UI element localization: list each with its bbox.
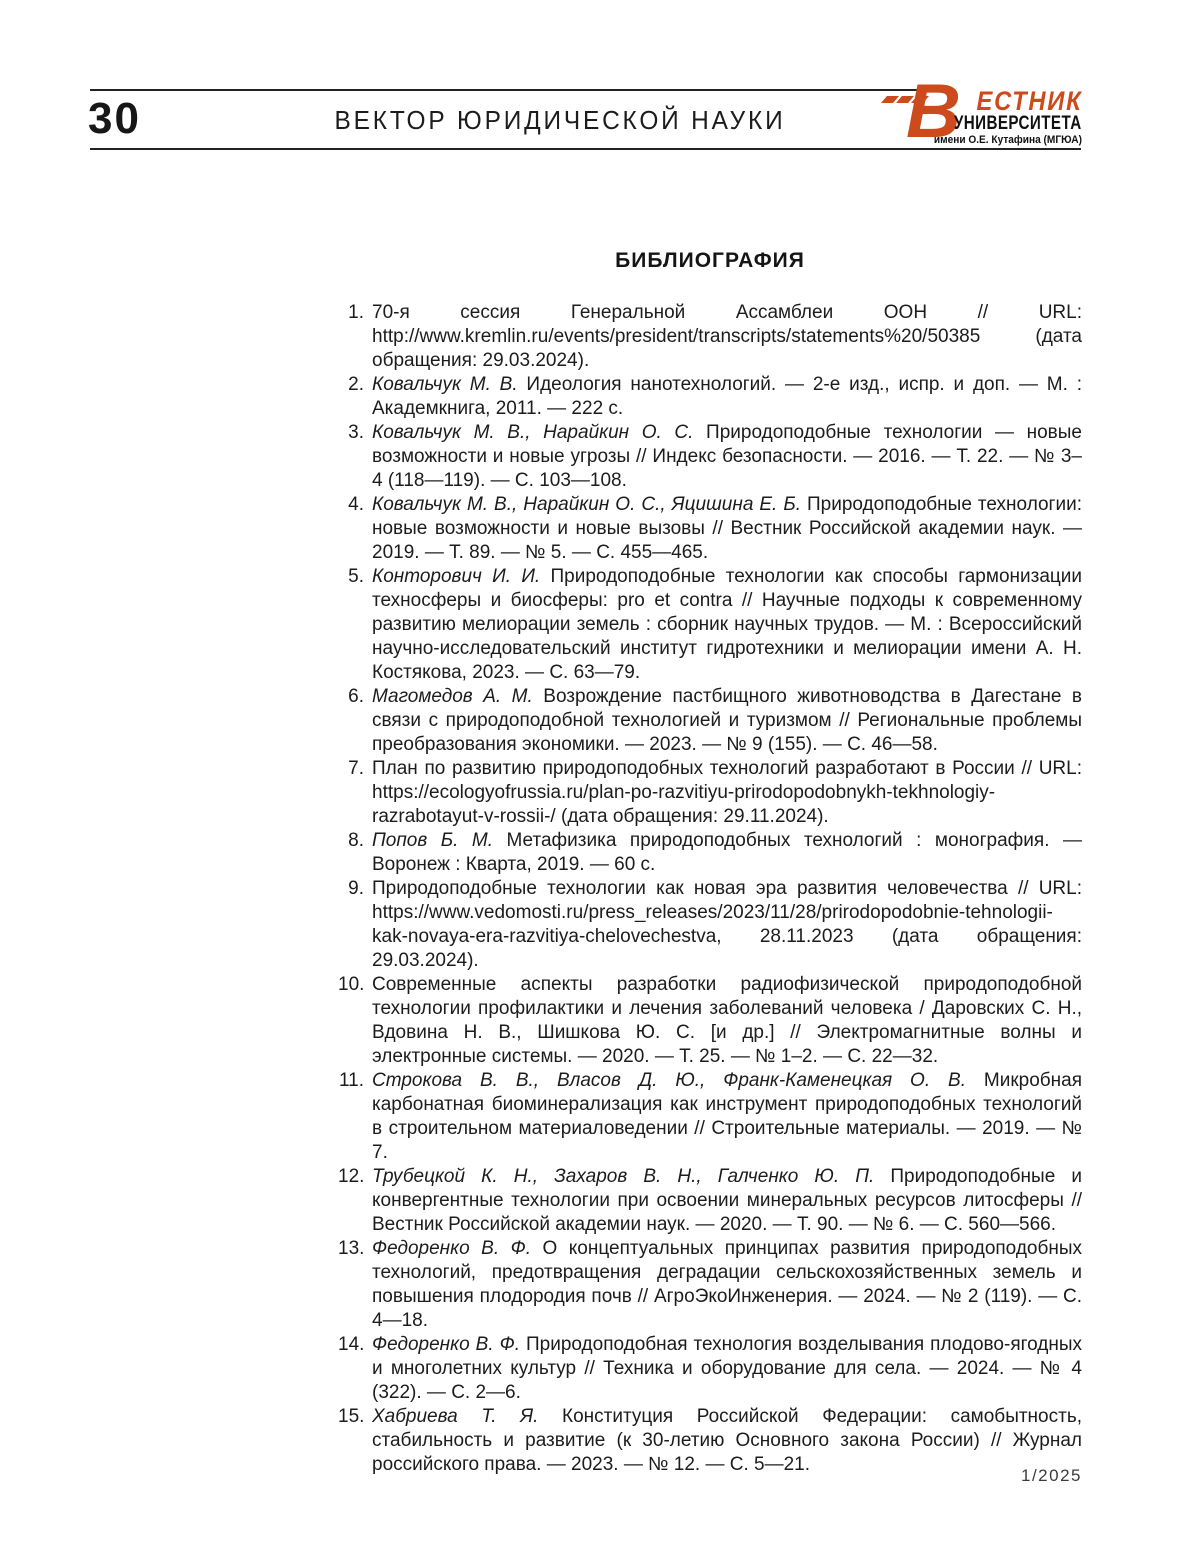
bibliography-entry <box>338 373 1082 421</box>
bibliography-entry <box>338 973 1082 1069</box>
entry-number: 11. <box>338 1070 364 1091</box>
bibliography-list <box>338 301 1082 1477</box>
logo-text-column <box>921 86 1082 146</box>
issue-label: 1/2025 <box>1021 1466 1082 1485</box>
entry-number: 7. <box>348 758 364 779</box>
bibliography-entry <box>338 757 1082 829</box>
entry-number: 5. <box>348 566 364 587</box>
entry-number: 8. <box>348 830 364 851</box>
entry-text: Конторович И. И. Природоподобные технологии как способы гармонизации техносферы и биосферы: pro et contra // Научные подходы к современному развитию мелиорации земель : сборник научных трудов. — М. : Всероссийский научно-исследовательский институт гидротехники и мелиорации имени А. Н. Костякова, 2023. — С. 63—79. <box>372 566 1082 683</box>
entry-text: План по развитию природоподобных технологий разработают в России // URL: https://ecologyofrussia.ru/plan-po-razvitiyu-prirodopodobnykh-tekhnologiy-razrabotayut-v-rossii-/ (дата обращения: 29.11.2024). <box>372 758 1082 827</box>
entry-number: 12. <box>338 1166 365 1187</box>
entry-text: Ковальчук М. В., Нарайкин О. С., Яцишина Е. Б. Природоподобные технологии: новые возможности и новые вызовы // Вестник Российской академии наук. —2019. — Т. 89. — № 5. — С. 455—465. <box>372 494 1082 563</box>
logo-letter-v: В <box>906 69 961 154</box>
entry-number: 3. <box>348 422 364 443</box>
entry-text: Ковальчук М. В., Нарайкин О. С. Природоподобные технологии — новые возможности и новые угрозы // Индекс безопасности. — 2016. — Т. 22. — № 3–4 (118—119). — С. 103—108. <box>372 422 1082 491</box>
bibliography-entry <box>338 1237 1082 1333</box>
entry-number: 1. <box>348 302 364 323</box>
entry-text: Попов Б. М. Метафизика природоподобных технологий : монография. — Воронеж : Кварта, 2019. — 60 с. <box>372 830 1082 875</box>
bibliography-entry <box>338 493 1082 565</box>
entry-number: 10. <box>338 974 365 995</box>
entry-text: Ковальчук М. В. Идеология нанотехнологий. — 2-е изд., испр. и доп. — М. : Академкнига, 2011. — 222 с. <box>372 374 1082 419</box>
logo-word-kutafin: имени О.Е. Кутафина (МГЮА) <box>933 134 1082 146</box>
bibliography-entry <box>338 301 1082 373</box>
bibliography-entry <box>338 877 1082 973</box>
entry-number: 6. <box>348 686 364 707</box>
bibliography-entry <box>338 1333 1082 1405</box>
entry-text: 70-я сессия Генеральной Ассамблеи ООН // URL: http://www.kremlin.ru/events/president/transcripts/statements%20/50385 (дата обращения: 29.03.2024). <box>372 302 1082 371</box>
entry-number: 4. <box>348 494 364 515</box>
entry-text: Строкова В. В., Власов Д. Ю., Франк-Каменецкая О. В. Микробная карбонатная биоминерализация как инструмент природоподобных технологий в строительном материаловедении // Строительные материалы. — 2019. — № 7. <box>372 1070 1083 1163</box>
entry-text: Хабриева Т. Я. Конституция Российской Федерации: самобытность, стабильность и развитие (к 30-летию Основного закона России) // Журнал российского права. — 2023. — № 12. — С. 5—21. <box>372 1406 1082 1475</box>
entry-text: Природоподобные технологии как новая эра развития человечества // URL: https://www.vedomosti.ru/press_releases/2023/11/28/prirodopodobnie-tehnologii-kak-novaya-era-razvitiya-chelovechestva, 28.11.2023 (дата обращения: 29.03.2024). <box>372 878 1082 971</box>
bibliography-entry <box>338 421 1082 493</box>
bibliography-entry <box>338 829 1082 877</box>
bibliography-entry <box>338 1069 1082 1165</box>
entry-number: 15. <box>338 1406 365 1427</box>
journal-logo <box>880 69 1082 154</box>
bibliography-section <box>338 248 1082 1477</box>
page-footer <box>338 1466 1082 1486</box>
logo-word-vestnik: ЕСТНИК <box>975 86 1082 116</box>
header-rule-top <box>90 89 932 91</box>
page-number: 30 <box>88 94 141 143</box>
entry-number: 2. <box>348 374 364 395</box>
bibliography-entry <box>338 1165 1082 1237</box>
entry-text: Магомедов А. М. Возрождение пастбищного животноводства в Дагестане в связи с природоподобной технологией и туризмом // Региональные проблемы преобразования экономики. — 2023. — № 9 (155). — С. 46—58. <box>372 686 1083 755</box>
entry-text: Федоренко В. Ф. О концептуальных принципах развития природоподобных технологий, предотвращения деградации сельскохозяйственных земель и повышения плодородия почв // АгроЭкоИнженерия. — 2024. — № 2 (119). — С. 4—18. <box>372 1238 1083 1331</box>
entry-text: Трубецкой К. Н., Захаров В. Н., Галченко Ю. П. Природоподобные и конвергентные технологии при освоении минеральных ресурсов литосферы // Вестник Российской академии наук. — 2020. — Т. 90. — № 6. — С. 560—566. <box>372 1166 1082 1235</box>
running-title: ВЕКТОР ЮРИДИЧЕСКОЙ НАУКИ <box>334 105 786 135</box>
logo-word-universiteta: УНИВЕРСИТЕТА <box>954 113 1082 134</box>
bibliography-title: БИБЛИОГРАФИЯ <box>615 249 805 272</box>
entry-text: Современные аспекты разработки радиофизической природоподобной технологии профилактики и лечения заболеваний человека / Даровских С. Н., Вдовина Н. В., Шишкова Ю. С. [и др.] // Электромагнитные волны и электронные системы. — 2020. — Т. 25. — № 1–2. — С. 22—32. <box>372 974 1082 1067</box>
entry-number: 14. <box>338 1334 365 1355</box>
entry-number: 13. <box>338 1238 365 1259</box>
entry-text: Федоренко В. Ф. Природоподобная технология возделывания плодово-ягодных и многолетних культур // Техника и оборудование для села. — 2024. — № 4 (322). — С. 2—6. <box>372 1334 1083 1403</box>
entry-number: 9. <box>348 878 364 899</box>
bibliography-entry <box>338 565 1082 685</box>
bibliography-entry <box>338 685 1082 757</box>
